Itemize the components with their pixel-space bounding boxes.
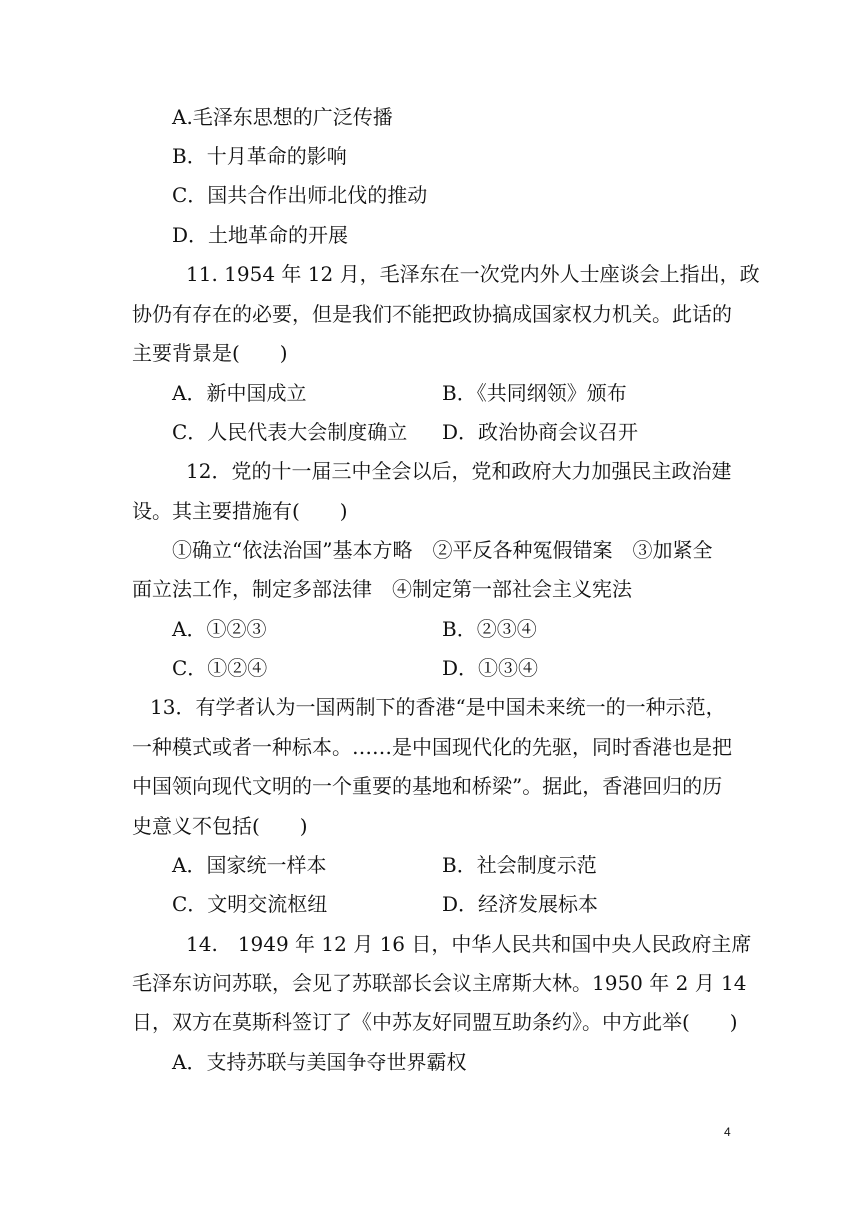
q10-option-a: A.毛泽东思想的广泛传播	[172, 105, 393, 129]
q11-stem-line-1: 11. 1954 年 12 月，毛泽东在一次党内外人士座谈会上指出，政	[186, 262, 760, 286]
q11-stem-line-3: 主要背景是( )	[132, 341, 288, 365]
q10-option-b: B．十月革命的影响	[172, 144, 347, 168]
q13-stem-line-2: 一种模式或者一种标本。……是中国现代化的先驱，同时香港也是把	[132, 735, 732, 759]
q12-option-d: D．①③④	[442, 656, 539, 680]
q14-option-a: A．支持苏联与美国争夺世界霸权	[172, 1050, 467, 1074]
q12-stem-line-4: 面立法工作，制定多部法律 ④制定第一部社会主义宪法	[132, 577, 632, 601]
q12-stem-line-2: 设。其主要措施有( )	[132, 499, 348, 523]
q13-option-a: A．国家统一样本	[172, 853, 327, 877]
q10-option-c: C．国共合作出师北伐的推动	[172, 183, 428, 207]
q10-option-d: D．土地革命的开展	[172, 223, 349, 247]
q11-option-b: B．《共同纲领》颁布	[442, 381, 627, 405]
q11-option-d: D．政治协商会议召开	[442, 420, 639, 444]
q13-stem-line-4: 史意义不包括( )	[132, 814, 308, 838]
q14-stem-line-3: 日，双方在莫斯科签订了《中苏友好同盟互助条约》。中方此举( )	[132, 1010, 738, 1034]
q12-option-c: C．①②④	[172, 656, 268, 680]
q13-option-c: C．文明交流枢纽	[172, 892, 328, 916]
q14-stem-line-1: 14. 1949 年 12 月 16 日，中华人民共和国中央人民政府主席	[186, 932, 752, 956]
q13-stem-line-3: 中国领向现代文明的一个重要的基地和桥梁”。据此，香港回归的历	[132, 774, 723, 798]
q14-stem-line-2: 毛泽东访问苏联，会见了苏联部长会议主席斯大林。1950 年 2 月 14	[132, 971, 747, 995]
q11-stem-line-2: 协仍有存在的必要，但是我们不能把政协搞成国家权力机关。此话的	[132, 302, 732, 326]
q13-option-d: D．经济发展标本	[442, 892, 599, 916]
q13-option-b: B．社会制度示范	[442, 853, 597, 877]
q11-option-c: C．人民代表大会制度确立	[172, 420, 408, 444]
q12-option-b: B．②③④	[442, 617, 537, 641]
q11-option-a: A．新中国成立	[172, 381, 307, 405]
page-number: 4	[724, 1125, 731, 1139]
q12-stem-line-3: ①确立“依法治国”基本方略 ②平反各种冤假错案 ③加紧全	[172, 538, 713, 562]
q12-option-a: A．①②③	[172, 617, 267, 641]
q13-stem-line-1: 13．有学者认为一国两制下的香港“是中国未来统一的一种示范，	[150, 695, 726, 719]
q12-stem-line-1: 12．党的十一届三中全会以后，党和政府大力加强民主政治建	[186, 459, 732, 483]
